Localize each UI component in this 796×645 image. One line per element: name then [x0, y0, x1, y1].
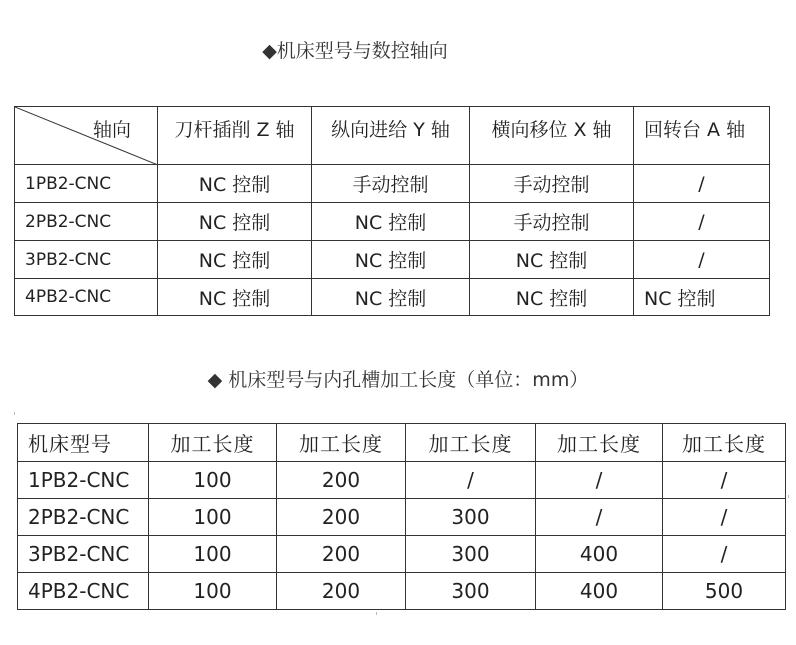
length-cell: 200: [277, 462, 406, 499]
header-length: 加工长度: [406, 424, 536, 462]
y-axis-cell: 手动控制: [312, 165, 470, 203]
model-cell: 4PB2-CNC: [18, 573, 149, 610]
model-cell: 1PB2-CNC: [15, 165, 158, 203]
length-cell: /: [663, 462, 786, 499]
length-cell: /: [536, 499, 663, 536]
table1-header-row: [15, 107, 770, 165]
table-row: [15, 279, 770, 316]
model-cell: 2PB2-CNC: [15, 203, 158, 241]
x-axis-cell: NC 控制: [470, 241, 634, 279]
a-axis-cell: NC 控制: [634, 279, 770, 316]
slot-length-table: [17, 423, 786, 610]
table-row: [18, 536, 786, 573]
header-length: 加工长度: [149, 424, 277, 462]
diagonal-corner-cell: [15, 107, 158, 165]
table-row: [18, 499, 786, 536]
length-cell: /: [536, 462, 663, 499]
header-a-axis: 回转台 A 轴: [634, 107, 770, 165]
model-cell: 3PB2-CNC: [18, 536, 149, 573]
table2-header-row: [18, 424, 786, 462]
table-row: [15, 165, 770, 203]
model-cell: 4PB2-CNC: [15, 279, 158, 316]
y-axis-cell: NC 控制: [312, 203, 470, 241]
length-cell: 200: [277, 573, 406, 610]
corner-mark: [376, 612, 377, 615]
table-row: [15, 203, 770, 241]
cnc-axis-table: [14, 106, 770, 316]
length-cell: 400: [536, 536, 663, 573]
length-cell: 300: [406, 573, 536, 610]
length-cell: 300: [406, 499, 536, 536]
table-row: [18, 573, 786, 610]
a-axis-cell: /: [634, 165, 770, 203]
x-axis-cell: 手动控制: [470, 165, 634, 203]
table-row: [18, 462, 786, 499]
model-cell: 3PB2-CNC: [15, 241, 158, 279]
length-cell: 100: [149, 536, 277, 573]
length-cell: 100: [149, 462, 277, 499]
model-cell: 2PB2-CNC: [18, 499, 149, 536]
header-length: 加工长度: [536, 424, 663, 462]
length-cell: /: [663, 536, 786, 573]
x-axis-cell: NC 控制: [470, 279, 634, 316]
z-axis-cell: NC 控制: [158, 203, 312, 241]
header-length: 加工长度: [663, 424, 786, 462]
length-cell: 200: [277, 499, 406, 536]
model-cell: 1PB2-CNC: [18, 462, 149, 499]
x-axis-cell: 手动控制: [470, 203, 634, 241]
length-cell: 100: [149, 573, 277, 610]
length-cell: /: [663, 499, 786, 536]
a-axis-cell: /: [634, 241, 770, 279]
table1-title: ◆机床型号与数控轴向: [262, 40, 448, 62]
header-length: 加工长度: [277, 424, 406, 462]
z-axis-cell: NC 控制: [158, 165, 312, 203]
y-axis-cell: NC 控制: [312, 279, 470, 316]
length-cell: /: [406, 462, 536, 499]
length-cell: 300: [406, 536, 536, 573]
corner-mark: [14, 412, 15, 415]
a-axis-cell: /: [634, 203, 770, 241]
length-cell: 500: [663, 573, 786, 610]
header-y-axis: 纵向进给 Y 轴: [312, 107, 470, 165]
header-z-axis: 刀杆插削 Z 轴: [158, 107, 312, 165]
table-row: [15, 241, 770, 279]
header-x-axis: 横向移位 X 轴: [470, 107, 634, 165]
header-model: 机床型号: [18, 424, 149, 462]
length-cell: 200: [277, 536, 406, 573]
y-axis-cell: NC 控制: [312, 241, 470, 279]
length-cell: 400: [536, 573, 663, 610]
corner-label: 轴向: [92, 119, 131, 141]
corner-mark: [788, 495, 789, 498]
table2-title: ◆ 机床型号与内孔槽加工长度（单位：mm）: [207, 369, 589, 391]
diagonal-line: [15, 107, 158, 165]
length-cell: 100: [149, 499, 277, 536]
z-axis-cell: NC 控制: [158, 241, 312, 279]
z-axis-cell: NC 控制: [158, 279, 312, 316]
